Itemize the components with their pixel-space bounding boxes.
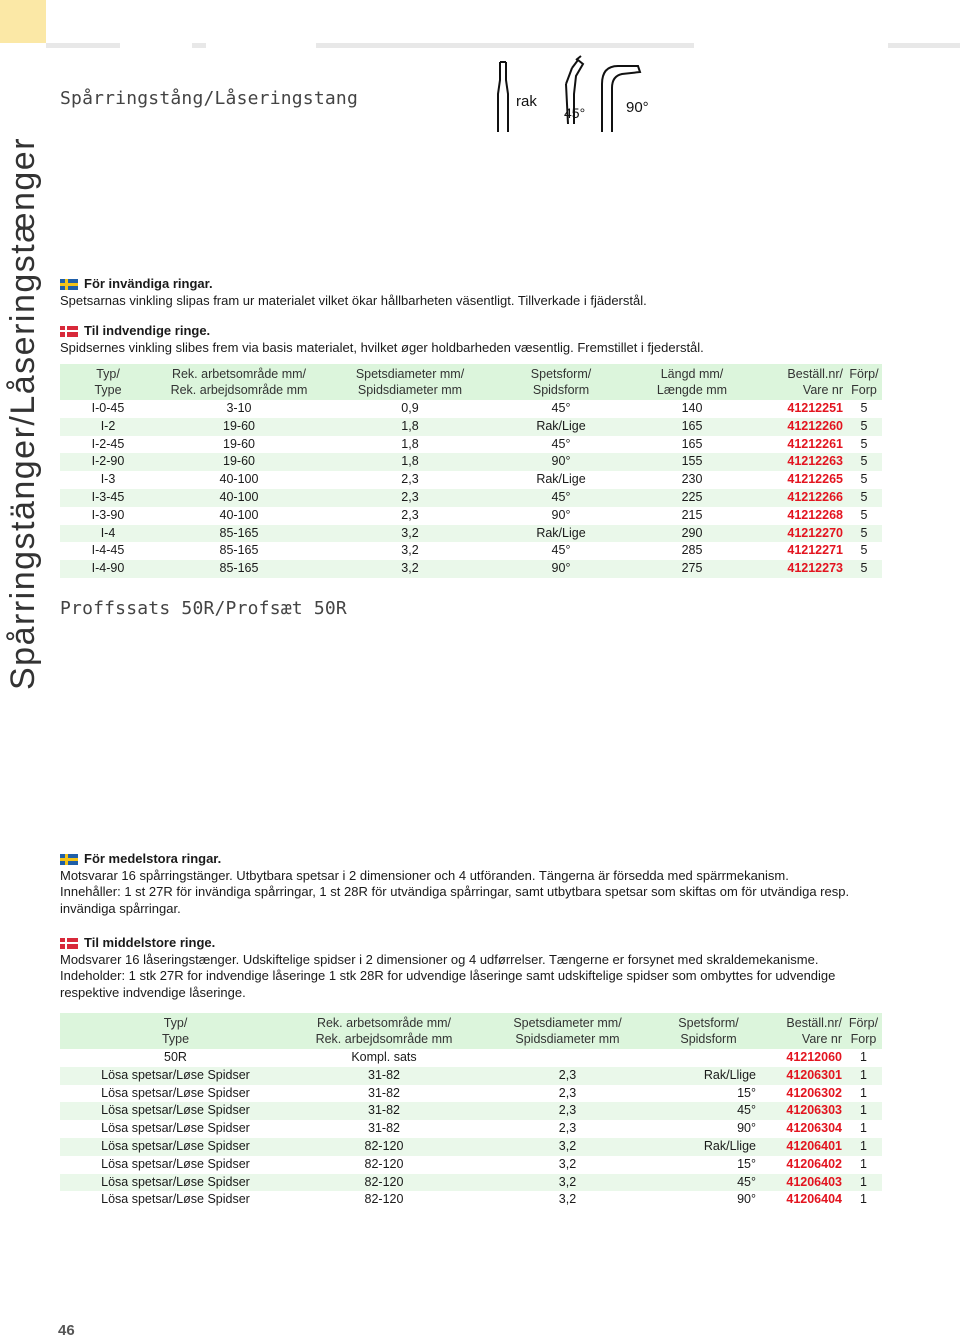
table-cell: I-3-90 xyxy=(91,507,125,522)
table-cell: Rak/Llige xyxy=(658,1067,759,1085)
table-row xyxy=(60,525,882,543)
table-row xyxy=(60,471,882,489)
pliers-table xyxy=(60,364,882,578)
table-cell: 45° xyxy=(498,489,624,507)
table-cell: 31-82 xyxy=(368,1085,400,1100)
header-type xyxy=(60,364,156,400)
table-cell: 3,2 xyxy=(401,543,419,558)
danish-text-2: Indeholder: 1 stk 27R for indvendige låseringe 1 stk 28R for udvendige låseringe samt udskiftelige spidser som ombyttes for udvendige respektive indvendige låseringe. xyxy=(60,968,836,1000)
table-row xyxy=(60,418,882,436)
side-title: Spårringstänger/Låseringstænger xyxy=(4,136,42,690)
table-cell: 41212270 xyxy=(760,525,846,543)
danish-text-1: Modsvarer 16 låseringstænger. Udskiftelige spidser i 2 dimensioner og 4 udførrelser. Tængerne er forsynet med skraldemekanisme. xyxy=(60,951,819,967)
table-cell: Rak/Llige xyxy=(658,1138,759,1156)
header-label: Rek. arbejdsområde mm xyxy=(315,1032,453,1046)
table-row xyxy=(60,542,882,560)
top-rule xyxy=(316,43,694,48)
header-label: Spidsdiameter mm xyxy=(515,1032,620,1046)
table-cell: 275 xyxy=(624,560,760,578)
table-cell: 3,2 xyxy=(558,1156,577,1171)
header-pack xyxy=(846,364,882,400)
table-cell: 1,8 xyxy=(322,453,498,471)
table-cell: 90° xyxy=(737,1121,756,1136)
header-label: Rek. arbejdsområde mm xyxy=(170,383,308,397)
table-cell: 15° xyxy=(737,1156,756,1171)
table-row xyxy=(60,507,882,525)
table-row xyxy=(60,400,882,418)
header-label: Förp/ xyxy=(849,367,879,381)
table-cell: I-3-45 xyxy=(60,489,156,507)
table-cell: I-4-45 xyxy=(91,543,125,558)
professional-set-table xyxy=(60,1013,882,1209)
table-cell: 165 xyxy=(681,436,703,451)
table-cell: 5 xyxy=(860,472,868,487)
table-cell: 41212266 xyxy=(760,489,846,507)
label-rak: rak xyxy=(516,93,537,110)
table-cell: 41212060 xyxy=(786,1050,842,1064)
swedish-text-1: Motsvarar 16 spårringstänger. Utbytbara spetsar i 2 dimensioner och 4 utföranden. Tängerna är försedda med spärrmekanism. xyxy=(60,867,789,883)
header-label: Spidsdiameter mm xyxy=(357,383,463,397)
table-cell: 5 xyxy=(846,418,882,436)
header-label: Förp/ xyxy=(848,1016,879,1030)
table-cell: 41206302 xyxy=(786,1085,842,1100)
table-cell: I-3 xyxy=(100,472,116,487)
header-label: Type xyxy=(161,1032,190,1046)
table-cell: 82-120 xyxy=(291,1174,477,1192)
table-cell: 3,2 xyxy=(558,1192,577,1207)
table-cell: 90° xyxy=(551,507,571,522)
header-pack xyxy=(845,1013,882,1049)
swedish-text-2: Innehåller: 1 st 27R för invändiga spårringar, 1 st 28R för utvändiga spårringar, samt utbytbara spetsar som skiftas om för utvändiga resp. invändiga spårringar. xyxy=(60,884,850,916)
table-row xyxy=(60,1085,882,1103)
table-cell: 5 xyxy=(860,543,868,558)
table-cell: Lösa spetsar/Løse Spidser xyxy=(101,1192,250,1207)
table-cell: 3,2 xyxy=(322,560,498,578)
danish-flag-icon xyxy=(60,326,78,337)
label-90: 90° xyxy=(626,99,649,116)
table-cell: Lösa spetsar/Løse Spidser xyxy=(60,1174,291,1192)
table-cell: Kompl. sats xyxy=(351,1050,417,1064)
table-cell: I-2 xyxy=(60,418,156,436)
header-label: Spetsdiameter mm/ xyxy=(355,367,465,381)
table-row xyxy=(60,1174,882,1192)
table-cell: 1 xyxy=(860,1121,867,1136)
table-cell: 41206303 xyxy=(759,1102,845,1120)
swedish-title: För medelstora ringar. xyxy=(84,851,222,866)
header-label: Typ/ xyxy=(163,1016,188,1030)
table-cell: 2,3 xyxy=(401,472,419,487)
table-row xyxy=(60,1067,882,1085)
header-form xyxy=(498,364,624,400)
table-cell: 41212263 xyxy=(760,453,846,471)
header-label: Spetsdiameter mm/ xyxy=(513,1016,622,1030)
table-cell: 0,9 xyxy=(401,401,419,415)
table-cell: 2,3 xyxy=(477,1067,658,1085)
header-label: Rek. arbetsområde mm/ xyxy=(316,1016,452,1030)
swedish-description-2 xyxy=(60,851,882,917)
tool-tip-figure xyxy=(490,54,690,138)
table-cell: 5 xyxy=(846,560,882,578)
header-form xyxy=(658,1013,759,1049)
table-cell: 90° xyxy=(498,560,624,578)
table-cell: 5 xyxy=(860,401,868,415)
table-cell: I-2-45 xyxy=(91,436,125,451)
header-range xyxy=(156,364,322,400)
section-heading: Proffssats 50R/Profsæt 50R xyxy=(60,598,347,619)
table-cell: 31-82 xyxy=(368,1121,400,1136)
table-cell: 19-60 xyxy=(156,453,322,471)
table-cell: 19-60 xyxy=(156,418,322,436)
table-cell: 2,3 xyxy=(401,507,419,522)
table-cell: 1 xyxy=(860,1156,867,1171)
swedish-description xyxy=(60,276,882,309)
table-cell: 2,3 xyxy=(558,1121,577,1136)
header-label: Type xyxy=(94,383,122,397)
table-cell: Lösa spetsar/Løse Spidser xyxy=(60,1102,291,1120)
header-label: Vare nr xyxy=(802,383,843,397)
table-cell: 82-120 xyxy=(291,1138,477,1156)
danish-text: Spidsernes vinkling slibes frem via basis materialet, hvilket øger holdbarheden væsentlig. Fremstillet i fjederstål. xyxy=(60,339,704,355)
table-cell: I-4-90 xyxy=(60,560,156,578)
table-cell: 31-82 xyxy=(291,1102,477,1120)
table-cell: 1 xyxy=(845,1102,882,1120)
table-cell: 165 xyxy=(624,418,760,436)
header-article xyxy=(760,364,846,400)
table-cell: 41206403 xyxy=(759,1174,845,1192)
top-rule xyxy=(192,43,206,48)
corner-tab xyxy=(0,0,46,43)
table-cell: 85-165 xyxy=(219,543,259,558)
table-cell: 41212265 xyxy=(787,472,843,487)
table-cell: 225 xyxy=(624,489,760,507)
table-cell: 2,3 xyxy=(322,489,498,507)
swedish-title: För invändiga ringar. xyxy=(84,276,213,291)
top-rule xyxy=(46,43,120,48)
header-label: Typ/ xyxy=(96,367,120,381)
table-cell: Lösa spetsar/Løse Spidser xyxy=(60,1138,291,1156)
table-cell xyxy=(658,1049,759,1067)
table-row xyxy=(60,489,882,507)
header-label: Beställ.nr/ xyxy=(786,1016,842,1030)
header-label: Längd mm/ xyxy=(660,367,724,381)
table-header-row xyxy=(60,1013,882,1049)
table-cell: 41212260 xyxy=(760,418,846,436)
danish-description-2 xyxy=(60,935,882,1001)
section-heading: Spårringstång/Låseringstang xyxy=(60,88,358,109)
table-cell: 3,2 xyxy=(322,525,498,543)
table-row xyxy=(60,1138,882,1156)
table-row xyxy=(60,453,882,471)
table-cell: 85-165 xyxy=(156,560,322,578)
table-cell: 5 xyxy=(846,525,882,543)
table-cell: 1 xyxy=(860,1085,867,1100)
header-label: Spetsform/ xyxy=(530,367,592,381)
table-cell: 5 xyxy=(860,436,868,451)
table-cell: 41212271 xyxy=(787,543,843,558)
table-row xyxy=(60,1102,882,1120)
table-cell: 85-165 xyxy=(156,525,322,543)
table-cell: 82-120 xyxy=(364,1156,404,1171)
table-cell: 40-100 xyxy=(156,489,322,507)
danish-description xyxy=(60,323,882,356)
table-row xyxy=(60,436,882,454)
label-45: 45° xyxy=(564,105,586,121)
header-range xyxy=(291,1013,477,1049)
table-cell: 45° xyxy=(658,1102,759,1120)
table-cell: 140 xyxy=(681,401,703,415)
header-length xyxy=(624,364,760,400)
table-cell: 41206304 xyxy=(786,1121,842,1136)
table-cell: 45° xyxy=(551,401,571,415)
table-cell: I-0-45 xyxy=(91,401,125,415)
table-cell: 3-10 xyxy=(226,401,252,415)
table-cell: Lösa spetsar/Løse Spidser xyxy=(60,1067,291,1085)
table-cell: 155 xyxy=(624,453,760,471)
swedish-flag-icon xyxy=(60,854,78,865)
table-cell: Rak/Lige xyxy=(536,472,586,487)
table-cell: 41212261 xyxy=(787,436,843,451)
header-label: Rek. arbetsområde mm/ xyxy=(171,367,307,381)
header-label: Længde mm xyxy=(656,383,728,397)
table-cell: 2,3 xyxy=(558,1085,577,1100)
table-cell: 41206301 xyxy=(759,1067,845,1085)
swedish-flag-icon xyxy=(60,279,78,290)
table-row xyxy=(60,1156,882,1174)
table-row xyxy=(60,1049,882,1067)
table-cell: 90° xyxy=(498,453,624,471)
table-cell: 3,2 xyxy=(477,1138,658,1156)
table-cell: 5 xyxy=(846,453,882,471)
table-cell: Rak/Lige xyxy=(498,418,624,436)
table-cell: 290 xyxy=(624,525,760,543)
header-label: Forp xyxy=(851,383,877,397)
table-cell: 2,3 xyxy=(477,1102,658,1120)
table-cell: 41212273 xyxy=(760,560,846,578)
table-cell xyxy=(477,1049,658,1067)
table-row xyxy=(60,1120,882,1138)
table-cell: 45° xyxy=(551,436,571,451)
table-cell: 40-100 xyxy=(219,507,259,522)
danish-title: Til middelstore ringe. xyxy=(84,935,216,950)
top-rule xyxy=(888,43,960,48)
page-number: 46 xyxy=(58,1322,75,1339)
table-cell: 5 xyxy=(860,507,868,522)
header-label: Spidsform xyxy=(532,383,590,397)
table-cell: 40-100 xyxy=(219,472,259,487)
table-cell: 285 xyxy=(681,543,703,558)
table-cell: 41212251 xyxy=(787,401,843,415)
table-cell: 41206404 xyxy=(786,1192,842,1207)
header-article xyxy=(759,1013,845,1049)
danish-flag-icon xyxy=(60,938,78,949)
table-row xyxy=(60,1191,882,1209)
table-cell: 50R xyxy=(164,1050,187,1064)
header-label: Spidsform xyxy=(680,1032,737,1046)
table-cell: 1,8 xyxy=(401,436,419,451)
header-diameter xyxy=(322,364,498,400)
table-cell: 19-60 xyxy=(223,436,255,451)
table-cell: Lösa spetsar/Løse Spidser xyxy=(101,1085,250,1100)
table-cell: 90° xyxy=(737,1192,756,1207)
table-cell: 45° xyxy=(551,543,571,558)
table-cell: 82-120 xyxy=(364,1192,404,1207)
table-cell: 5 xyxy=(846,489,882,507)
table-cell: Lösa spetsar/Løse Spidser xyxy=(101,1121,250,1136)
table-cell: 41206402 xyxy=(786,1156,842,1171)
table-cell: 1 xyxy=(845,1174,882,1192)
header-diameter xyxy=(477,1013,658,1049)
header-label: Spetsform/ xyxy=(678,1016,739,1030)
table-cell: 1 xyxy=(860,1192,867,1207)
table-cell: 41206401 xyxy=(759,1138,845,1156)
table-cell: Rak/Lige xyxy=(498,525,624,543)
table-cell: 1 xyxy=(845,1138,882,1156)
table-cell: 15° xyxy=(737,1085,756,1100)
table-cell: 215 xyxy=(681,507,703,522)
table-cell: 1 xyxy=(860,1050,867,1064)
header-label: Vare nr xyxy=(801,1032,842,1046)
header-label: Beställ.nr/ xyxy=(787,367,843,381)
table-header-row xyxy=(60,364,882,400)
table-cell: 31-82 xyxy=(291,1067,477,1085)
table-cell: 45° xyxy=(658,1174,759,1192)
danish-title: Til indvendige ringe. xyxy=(84,323,211,338)
table-cell: 3,2 xyxy=(477,1174,658,1192)
header-label: Forp xyxy=(850,1032,877,1046)
swedish-text: Spetsarnas vinkling slipas fram ur materialet vilket ökar hållbarheten väsentligt. Tillverkade i fjäderstål. xyxy=(60,292,647,308)
table-cell: 41212268 xyxy=(787,507,843,522)
table-cell: 1,8 xyxy=(322,418,498,436)
table-cell: 230 xyxy=(681,472,703,487)
header-type xyxy=(60,1013,291,1049)
table-row xyxy=(60,560,882,578)
table-cell: I-4 xyxy=(60,525,156,543)
table-cell: Lösa spetsar/Løse Spidser xyxy=(101,1156,250,1171)
table-cell: 1 xyxy=(845,1067,882,1085)
table-cell: I-2-90 xyxy=(60,453,156,471)
